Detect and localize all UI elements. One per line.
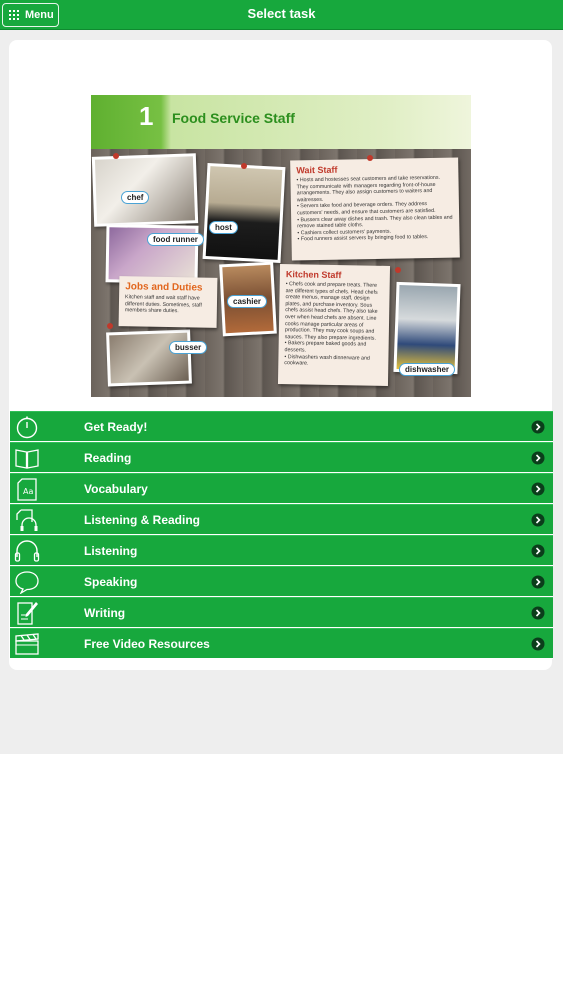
pin-icon: [107, 323, 113, 329]
unit-header: [91, 95, 471, 149]
chevron-right-icon: [531, 420, 545, 434]
book-icon: [14, 446, 40, 470]
chevron-right-icon: [531, 451, 545, 465]
chef-photo: [92, 153, 198, 227]
dishwasher-photo: [393, 282, 460, 374]
kitchen-staff-line: • Chefs cook and prepare treats. There are different types of chefs. Head chefs create menus, manage staff, design plates, and purchase inventory. Sous chefs assist head chefs. They also take over when head chefs are absent. Line cooks manage particular areas of production. They may cook soups and sauces. They also prepare ingredients.: [284, 281, 378, 342]
jobs-duties-note: [119, 276, 218, 328]
wait-staff-line: • Bussers clear away dishes and trash. They also clean tables and remove stained table cloths.: [297, 214, 453, 230]
task-list: [10, 411, 553, 659]
task-free-video-resources[interactable]: [10, 628, 553, 659]
task-label: Speaking: [84, 575, 138, 589]
busser-tag: busser: [169, 341, 207, 354]
kitchen-staff-line: • Dishwashers wash dinnerware and cookware.: [284, 353, 370, 367]
task-reading[interactable]: [10, 442, 553, 473]
jobs-duties-text: Kitchen staff and wait staff have different duties. Sometimes, staff members share duties.: [124, 294, 202, 315]
food-runner-tag: food runner: [147, 233, 204, 246]
jobs-duties-heading: Jobs and Duties: [125, 281, 203, 294]
vocabulary-icon: [14, 477, 40, 501]
page-headphones-icon: [14, 508, 40, 532]
chef-tag: chef: [121, 191, 149, 204]
page-title: Select task: [247, 6, 316, 21]
stopwatch-icon: [14, 415, 40, 439]
headphones-icon: [14, 539, 40, 563]
task-listening-reading[interactable]: [10, 504, 553, 535]
chevron-right-icon: [531, 513, 545, 527]
host-photo: [203, 163, 286, 263]
pencil-paper-icon: [14, 601, 40, 625]
svg-text:Aa: Aa: [23, 487, 34, 496]
wait-staff-line: • Food runners assist servers by bringing food to tables.: [297, 234, 429, 243]
task-label: Listening & Reading: [84, 513, 201, 527]
task-label: Writing: [84, 606, 126, 620]
task-label: Free Video Resources: [84, 637, 210, 651]
busser-photo: [106, 330, 192, 387]
pin-icon: [241, 163, 247, 169]
top-bar: [0, 0, 563, 30]
kitchen-staff-heading: Kitchen Staff: [285, 269, 342, 281]
chevron-right-icon: [531, 575, 545, 589]
speech-bubble-icon: [14, 570, 40, 594]
pin-icon: [395, 267, 401, 273]
task-vocabulary[interactable]: [10, 473, 553, 504]
chevron-right-icon: [531, 606, 545, 620]
cashier-tag: cashier: [227, 295, 267, 308]
pin-icon: [367, 155, 373, 161]
task-listening[interactable]: [10, 535, 553, 566]
dishwasher-tag: dishwasher: [399, 363, 455, 376]
wait-staff-note: [290, 158, 460, 261]
menu-label: Menu: [25, 9, 54, 21]
wait-staff-heading: Wait Staff: [296, 164, 338, 176]
unit-cover-image: [91, 95, 471, 397]
task-label: Vocabulary: [84, 482, 148, 496]
pin-icon: [113, 153, 119, 159]
task-speaking[interactable]: [10, 566, 553, 597]
task-label: Reading: [84, 451, 132, 465]
unit-number: 1: [139, 101, 154, 131]
host-tag: host: [209, 221, 238, 234]
chevron-right-icon: [531, 544, 545, 558]
task-label: Listening: [84, 544, 138, 558]
task-label: Get Ready!: [84, 420, 148, 434]
chevron-right-icon: [531, 482, 545, 496]
clapperboard-icon: [14, 632, 40, 656]
kitchen-staff-note: [278, 264, 390, 386]
wait-staff-line: • Servers take food and beverage orders. They address customers' needs, and ensure that customers are satisfied.: [296, 201, 436, 217]
wait-staff-line: • Cashiers collect customers' payments.: [297, 228, 391, 237]
wait-staff-line: • Hosts and hostesses seat customers and take reservations. They communicate with managers regarding front-of-house arrangements. They also assign customers to waiters and waitresses.: [296, 174, 440, 204]
menu-button[interactable]: [2, 3, 59, 27]
task-get-ready[interactable]: [10, 411, 553, 442]
chevron-right-icon: [531, 637, 545, 651]
unit-title: Food Service Staff: [172, 110, 295, 126]
task-writing[interactable]: [10, 597, 553, 628]
grid-icon: [9, 10, 19, 20]
kitchen-staff-line: • Bakers prepare baked goods and desserts.: [284, 340, 367, 354]
